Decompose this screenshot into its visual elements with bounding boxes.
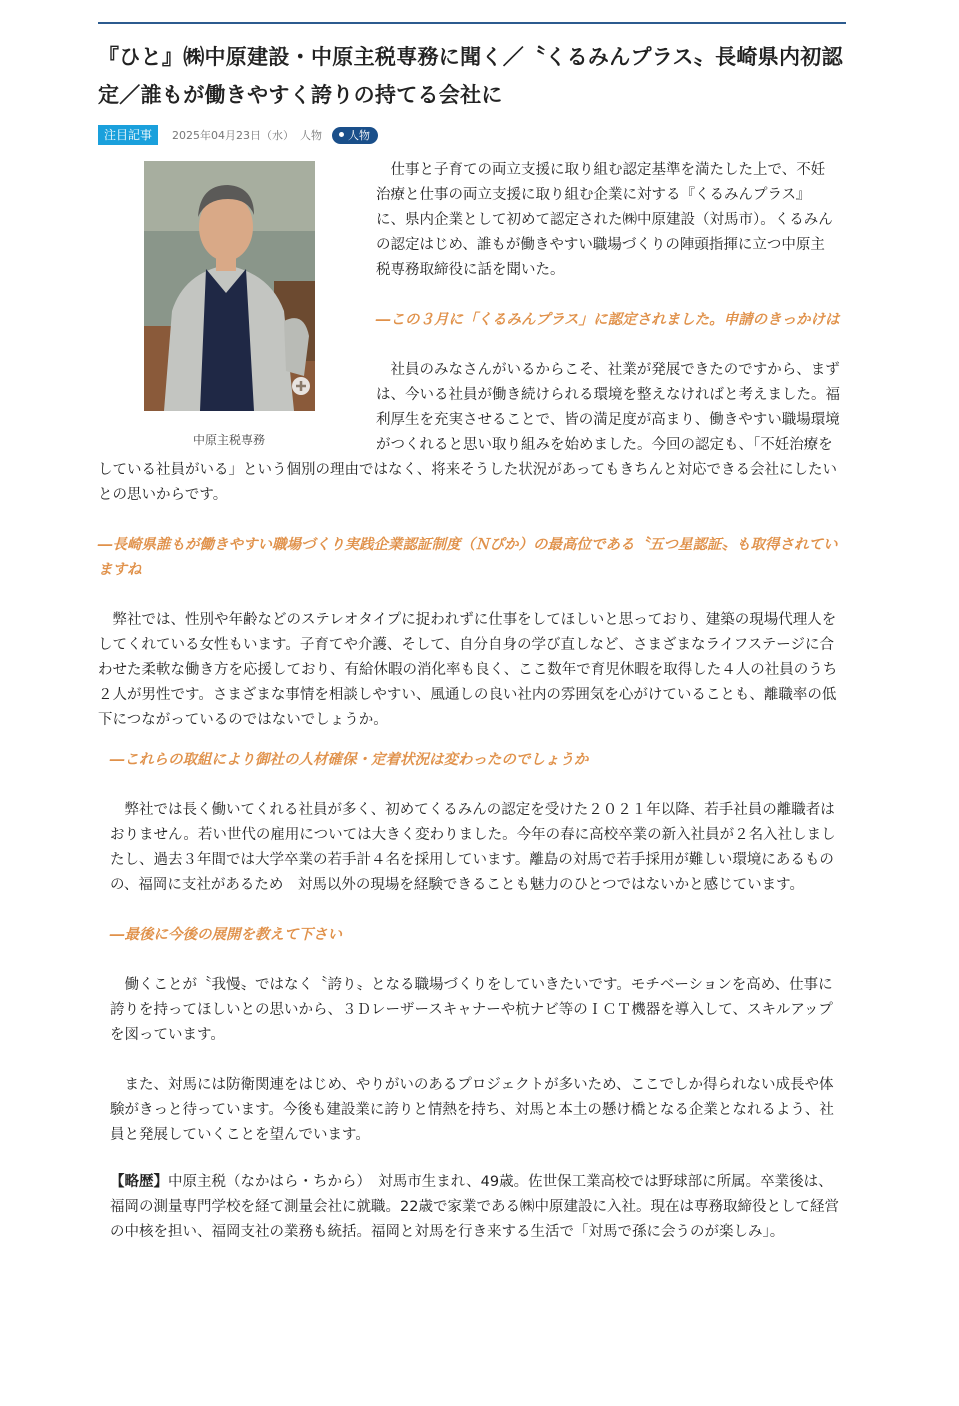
top-rule — [98, 22, 846, 24]
tag-dot-icon — [339, 132, 344, 137]
answer-1: 社員のみなさんがいるからこそ、社業が発展できたのですから、まずは、今いる社員が働き続けられる環境を整えなければと考えました。福利厚生を充実させることで、皆の満足度が高まり、働きやすい職場環境がつくれると思い取り組みを始めました。今回の認定も、「不妊治療をしている社員がいる」という個別の理由ではなく、将来そうした状況があってもきちんと対応できる会社にしたいとの思いからです。 — [98, 362, 840, 503]
publish-date: 2025年04月23日（水） — [172, 129, 295, 142]
question-3: ―これらの取組により御社の人材確保・定着状況は変わったのでしょうか — [110, 752, 589, 768]
lead-paragraph: 仕事と子育ての両立支援に取り組む認定基準を満たした上で、不妊治療と仕事の両立支援に取り組む企業に対する『くるみんプラス』に、県内企業として初めて認定された㈱中原建設（対馬市）。くるみんの認定はじめ、誰もが働きやすい職場づくりの陣頭指揮に立つ中原主税専務取締役に話を聞いた。 — [376, 162, 833, 278]
category-text: 人物 — [300, 129, 323, 142]
category-tag-label: 人物 — [348, 128, 371, 142]
portrait-image — [144, 161, 315, 411]
article-figure — [98, 158, 360, 448]
article-title: 『ひと』㈱中原建設・中原主税専務に聞く／〝くるみんプラス〟長崎県内初認定／誰もが働きやすく誇りの持てる会社に — [98, 45, 843, 107]
question-4: ―最後に今後の展開を教えて下さい — [110, 927, 342, 943]
question-1: ―この３月に「くるみんプラス」に認定されました。申請のきっかけは — [376, 312, 840, 328]
featured-badge[interactable]: 注目記事 — [98, 125, 158, 145]
profile-label: 【略歴】 — [110, 1174, 168, 1190]
profile-text: 中原主税（なかはら・ちから） 対馬市生まれ、49歳。佐世保工業高校では野球部に所属。卒業後は、福岡の測量専門学校を経て測量会社に就職。22歳で家業である㈱中原建設に入社。現在は専務取締役として経営の中核を担い、福岡支社の業務も統括。福岡と対馬を行き来する生活で「対馬で孫に会うのが楽しみ」。 — [110, 1174, 839, 1240]
article-meta — [98, 124, 846, 146]
answer-2: 弊社では、性別や年齢などのステレオタイプに捉われずに仕事をしてほしいと思っており、建築の現場代理人をしてくれている女性もいます。子育てや介護、そして、自分自身の学び直しなど、さまざまなライフステージに合わせた柔軟な働き方を応援しており、有給休暇の消化率も良く、ここ数年で育児休暇を取得した４人の社員のうち２人が男性です。さまざまな事情を相談しやすい、風通しの良い社内の雰囲気を心がけていることも、離職率の低下につながっているのではないでしょうか。 — [98, 612, 838, 728]
article — [98, 22, 846, 1245]
question-2: ―長崎県誰もが働きやすい職場づくり実践企業認証制度（Ｎぴか）の最高位である〝五つ星認証〟も取得されていますね — [98, 537, 838, 578]
interviewee-photo[interactable] — [144, 161, 315, 411]
answer-4: 働くことが〝我慢〟ではなく〝誇り〟となる職場づくりをしていきたいです。モチベーションを高め、仕事に誇りを持ってほしいとの思いから、３Ｄレーザースキャナーや杭ナビ等のＩＣＴ機器を導入して、スキルアップを図っています。 — [110, 977, 833, 1043]
profile — [98, 1170, 846, 1245]
answer-3: 弊社では長く働いてくれる社員が多く、初めてくるみんの認定を受けた２０２１年以降、若手社員の離職者はおりません。若い世代の雇用については大きく変わりました。今年の春に高校卒業の新入社員が２名入社しましたし、過去３年間では大学卒業の若手計４名を採用しています。離島の対馬で若手採用が難しい環境にあるものの、福岡に支社があるため 対馬以外の現場を経験できることも魅力のひとつではないかと感じています。 — [110, 802, 836, 893]
answer-4-continued: また、対馬には防衛関連をはじめ、やりがいのあるプロジェクトが多いため、ここでしか得られない成長や体験がきっと待っています。今後も建設業に誇りと情熱を持ち、対馬と本土の懸け橋となる企業となれるよう、社員と発展していくことを望んでいます。 — [110, 1077, 834, 1143]
category-tag[interactable] — [332, 127, 378, 144]
photo-caption: 中原主税専務 — [192, 433, 265, 447]
